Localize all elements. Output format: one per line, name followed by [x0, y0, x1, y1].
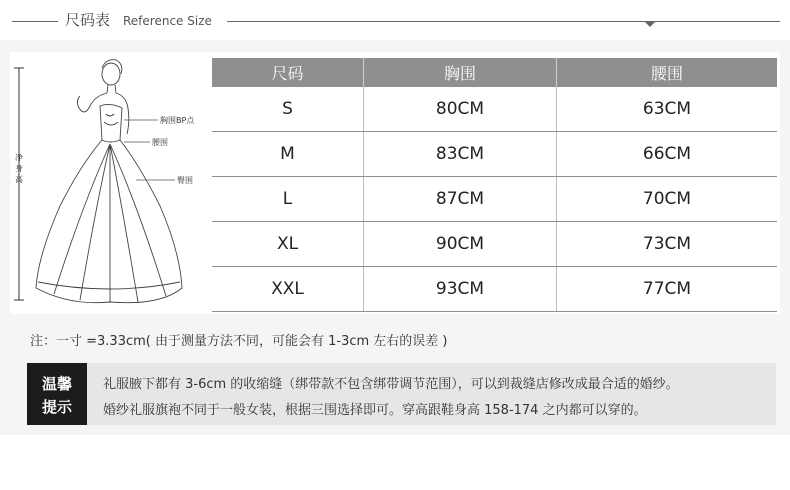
tips-badge-line2: 提示 [41, 398, 72, 416]
tips-text-line1: 礼服腋下都有 3-6cm 的收缩缝（绑带款不包含绑带调节范围），可以到裁缝店修改成最合适的婚纱。 [103, 377, 679, 392]
tips-text-line2: 婚纱礼服旗袍不同于一般女装，根据三围选择即可。穿高跟鞋身高 158-174 之内都可以穿的。 [103, 403, 647, 418]
tips-box [27, 363, 776, 425]
height-label-3: 高 [15, 175, 23, 184]
waist-cell: 73CM [557, 222, 778, 267]
header-subtitle: Reference Size [123, 14, 212, 28]
header-waist: 腰围 [557, 58, 778, 87]
header-notch [644, 21, 656, 27]
waist-cell: 63CM [557, 87, 778, 132]
tips-badge [27, 363, 87, 425]
waist-cell: 66CM [557, 132, 778, 177]
header-bust: 胸围 [364, 58, 557, 87]
header-title: 尺码表 [65, 11, 111, 29]
dress-measurement-illustration [10, 56, 210, 312]
size-table [212, 58, 777, 312]
size-cell: L [212, 177, 364, 222]
bust-cell: 83CM [364, 132, 557, 177]
measurement-note: 注：一寸 =3.33cm( 由于测量方法不同，可能会有 1-3cm 左右的误差 ) [30, 334, 448, 349]
waist-cell: 70CM [557, 177, 778, 222]
table-row [212, 222, 777, 267]
size-cell: M [212, 132, 364, 177]
waist-cell: 77CM [557, 267, 778, 312]
size-cell: XL [212, 222, 364, 267]
section-header [0, 0, 790, 40]
header-rule-left [12, 21, 58, 22]
bust-cell: 87CM [364, 177, 557, 222]
table-row [212, 132, 777, 177]
bust-label: 胸围BP点 [160, 116, 195, 125]
figure-sketch [36, 60, 182, 303]
bust-cell: 80CM [364, 87, 557, 132]
height-label-1: 净 [15, 153, 23, 162]
height-label-2: 身 [15, 164, 23, 173]
size-table-header-row [212, 58, 777, 87]
size-cell: XXL [212, 267, 364, 312]
waist-label: 腰围 [152, 138, 168, 147]
hip-label: 臀围 [177, 176, 193, 185]
bust-cell: 90CM [364, 222, 557, 267]
table-row [212, 267, 777, 312]
header-rule-right [227, 21, 780, 22]
size-cell: S [212, 87, 364, 132]
table-row [212, 177, 777, 222]
bust-cell: 93CM [364, 267, 557, 312]
tips-badge-line1: 温馨 [41, 375, 72, 393]
header-size: 尺码 [212, 58, 364, 87]
table-row [212, 87, 777, 132]
